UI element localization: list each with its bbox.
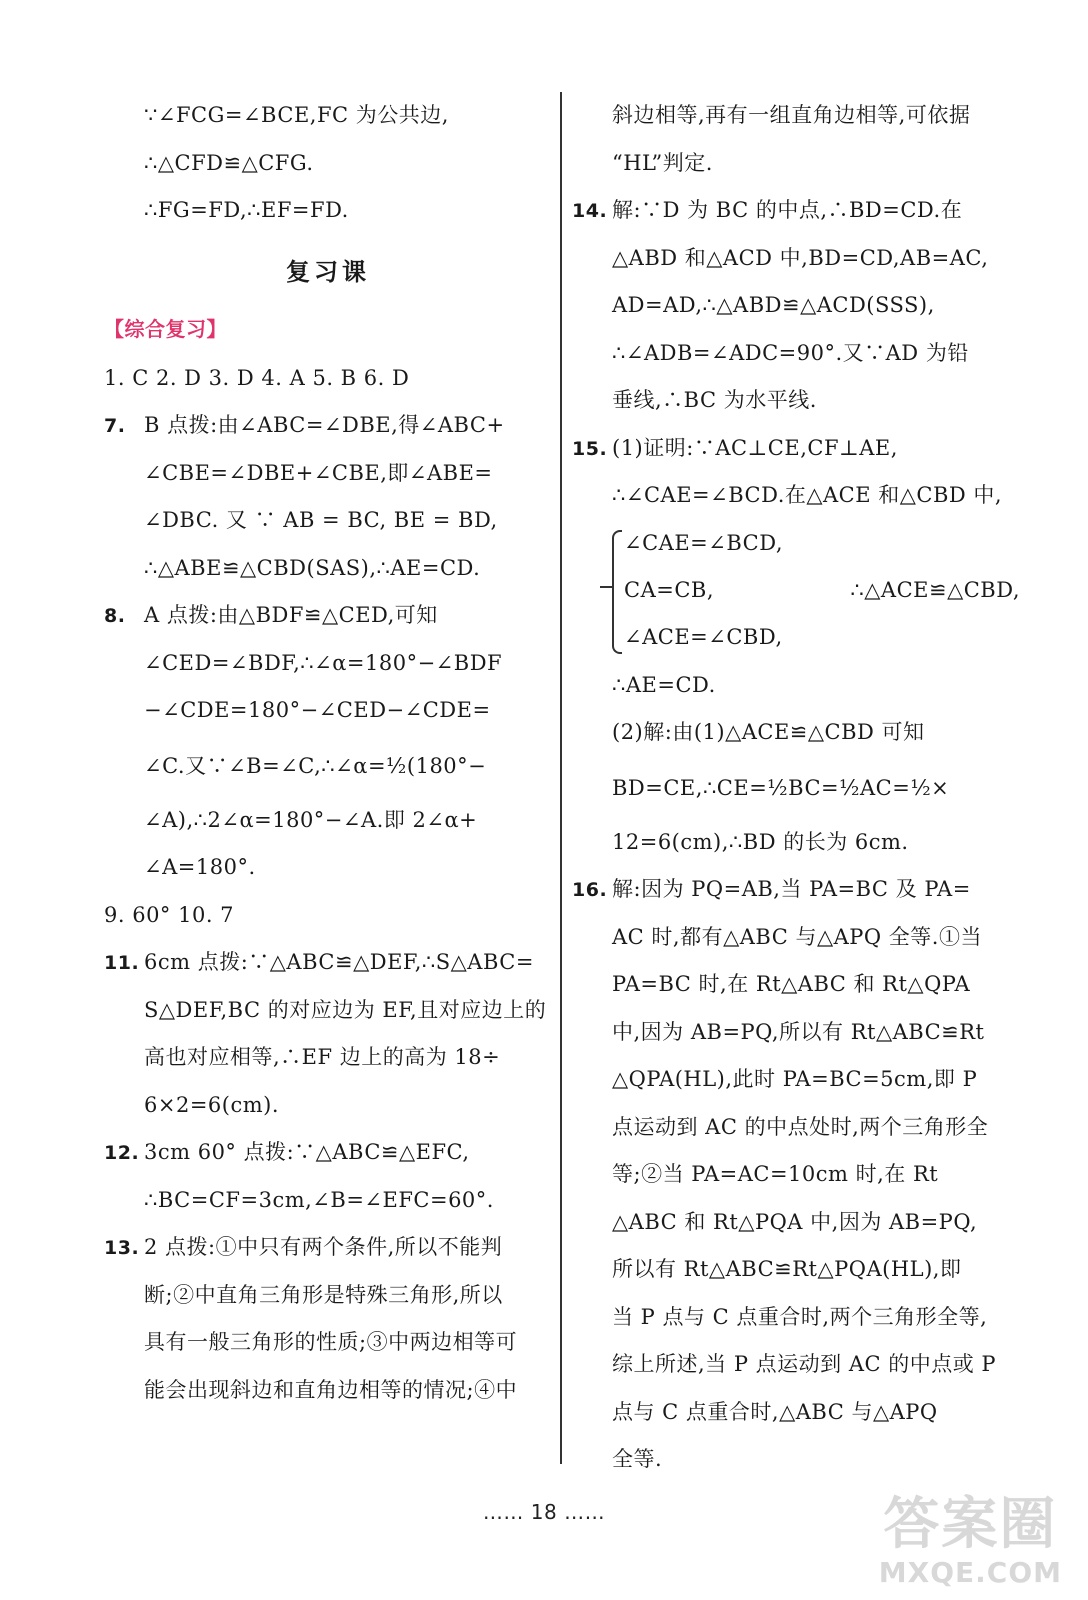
question-14 — [572, 187, 1020, 425]
answer-line: BD=CE,∴CE=½BC=½AC=½× — [612, 775, 950, 800]
condition-line: ∠ACE=∠CBD, — [624, 624, 783, 649]
question-number: 7. — [104, 415, 126, 437]
answer-line: 所以有 Rt△ABC≌Rt△PQA(HL),即 — [612, 1257, 962, 1281]
answer-line: 具有一般三角形的性质;③中两边相等可 — [144, 1330, 518, 1354]
intro-line: ∵∠FCG=∠BCE,FC 为公共边, — [144, 103, 449, 127]
answer-line: 全等. — [612, 1447, 663, 1471]
answer-line: −∠CDE=180°−∠CED−∠CDE= — [144, 698, 491, 722]
answer-line: △QPA(HL),此时 PA=BC=5cm,即 P — [612, 1067, 978, 1091]
question-number: 14. — [572, 200, 608, 222]
question-8 — [104, 592, 552, 892]
answer-line: ∴△ABE≌△CBD(SAS),∴AE=CD. — [144, 555, 481, 580]
left-brace-icon — [612, 530, 622, 654]
question-15 — [572, 425, 1020, 867]
answer-line: 能会出现斜边和直角边相等的情况;④中 — [144, 1377, 518, 1402]
question-number: 15. — [572, 437, 608, 460]
answer-line: △ABC 和 Rt△PQA 中,因为 AB=PQ, — [612, 1209, 978, 1234]
answer-line: 断;②中直角三角形是特殊三角形,所以 — [144, 1282, 503, 1307]
brace-conclusion: ∴△ACE≌△CBD, — [850, 577, 1020, 602]
condition-line: CA=CB, — [624, 577, 715, 602]
watermark-text: 答案圈 — [883, 1492, 1058, 1557]
question-13 — [104, 1224, 552, 1414]
brace-tip — [600, 586, 612, 588]
left-column — [104, 92, 552, 1414]
answer-line: ∠CBE=∠DBE+∠CBE,即∠ABE= — [144, 460, 493, 485]
answer-line: 中,因为 AB=PQ,所以有 Rt△ABC≌Rt — [612, 1019, 985, 1044]
section-heading: 复习课 — [286, 256, 370, 286]
question-number: 8. — [104, 605, 126, 627]
page-number: …… 18 …… — [482, 1500, 606, 1524]
answer-line: ∠C.又∵∠B=∠C,∴∠α=½(180°− — [144, 753, 487, 778]
answer-line: 解:∵D 为 BC 的中点,∴BD=CD.在 — [612, 198, 963, 222]
answer-row-1-6: 1. C 2. D 3. D 4. A 5. B 6. D — [104, 365, 410, 390]
answer-row-9-10: 9. 60° 10. 7 — [104, 902, 235, 927]
question-number: 11. — [104, 952, 140, 974]
answer-line: 高也对应相等,∴EF 边上的高为 18÷ — [144, 1045, 501, 1069]
answer-line: ∠A),∴2∠α=180°−∠A.即 2∠α+ — [144, 807, 478, 832]
answer-line: 综上所述,当 P 点运动到 AC 的中点或 P — [612, 1352, 997, 1376]
question-number: 12. — [104, 1142, 140, 1164]
answer-line: 6cm 点拨:∵△ABC≌△DEF,∴S△ABC= — [144, 950, 534, 974]
answer-line: ∠DBC. 又 ∵ AB = BC, BE = BD, — [144, 508, 498, 532]
question-number: 16. — [572, 879, 608, 901]
answer-line: 垂线,∴BC 为水平线. — [612, 388, 817, 412]
answer-line: 点运动到 AC 的中点处时,两个三角形全 — [612, 1114, 989, 1139]
answer-line: 解:因为 PQ=AB,当 PA=BC 及 PA= — [612, 877, 971, 901]
answer-line: ∠A=180°. — [144, 855, 256, 879]
question-16 — [572, 866, 1020, 1484]
answer-line: S△DEF,BC 的对应边为 EF,且对应边上的 — [144, 997, 547, 1022]
answer-line: 6×2=6(cm). — [144, 1092, 280, 1117]
intro-line: ∴△CFD≌△CFG. — [144, 150, 314, 175]
answer-line: PA=BC 时,在 Rt△ABC 和 Rt△QPA — [612, 972, 971, 996]
answer-line: ∴AE=CD. — [612, 672, 716, 697]
answer-line: 当 P 点与 C 点重合时,两个三角形全等, — [612, 1304, 988, 1329]
answer-line: 12=6(cm),∴BD 的长为 6cm. — [612, 829, 909, 854]
answer-line: A 点拨:由△BDF≌△CED,可知 — [144, 603, 438, 627]
right-column — [572, 92, 1020, 1484]
question-7 — [104, 402, 552, 592]
answer-line: ∴BC=CF=3cm,∠B=∠EFC=60°. — [144, 1187, 494, 1212]
answer-line: 2 点拨:①中只有两个条件,所以不能判 — [144, 1235, 503, 1259]
answer-line: “HL”判定. — [612, 150, 713, 175]
answer-line: △ABD 和△ACD 中,BD=CD,AB=AC, — [612, 245, 989, 270]
column-divider — [560, 92, 562, 1464]
answer-line: 斜边相等,再有一组直角边相等,可依据 — [612, 103, 971, 127]
answer-line: (2)解:由(1)△ACE≌△CBD 可知 — [612, 720, 925, 744]
answer-line: B 点拨:由∠ABC=∠DBE,得∠ABC+ — [144, 413, 505, 437]
answer-line: AC 时,都有△ABC 与△APQ 全等.①当 — [612, 924, 982, 949]
intro-line: ∴FG=FD,∴EF=FD. — [144, 198, 349, 222]
question-11 — [104, 939, 552, 1129]
answer-line: ∠CED=∠BDF,∴∠α=180°−∠BDF — [144, 650, 503, 675]
answer-line: 点与 C 点重合时,△ABC 与△APQ — [612, 1399, 938, 1424]
answer-line: AD=AD,∴△ABD≌△ACD(SSS), — [612, 293, 935, 317]
answer-line: ∴∠CAE=∠BCD.在△ACE 和△CBD 中, — [612, 483, 1003, 507]
answer-line: ∴∠ADB=∠ADC=90°.又∵AD 为铅 — [612, 340, 969, 365]
equation-system — [572, 520, 1020, 662]
watermark-url: MXQE.COM — [878, 1556, 1062, 1589]
answer-line: 等;②当 PA=AC=10cm 时,在 Rt — [612, 1162, 939, 1186]
watermark-logo — [879, 1480, 1062, 1589]
section-tag: 【综合复习】 — [104, 316, 227, 341]
question-number: 13. — [104, 1237, 140, 1259]
answer-line: (1)证明:∵AC⊥CE,CF⊥AE, — [612, 435, 898, 460]
question-12 — [104, 1129, 552, 1224]
condition-line: ∠CAE=∠BCD, — [624, 530, 784, 555]
answer-line: 3cm 60° 点拨:∵△ABC≌△EFC, — [144, 1140, 470, 1164]
